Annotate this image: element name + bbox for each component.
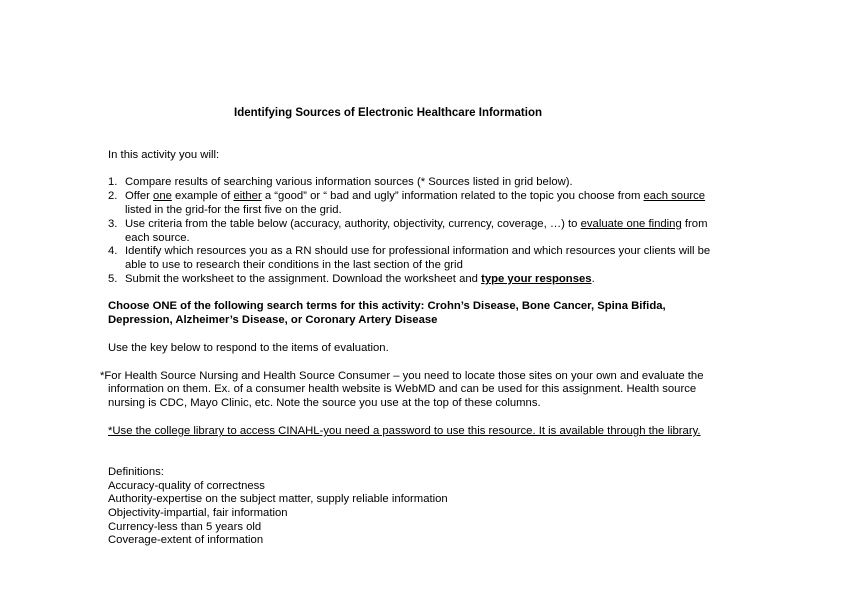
definition-item: Coverage-extent of information bbox=[108, 534, 264, 546]
step-text: example of bbox=[171, 190, 234, 202]
step-text: Use criteria from the table below (accuracy, authority, objectivity, currency, coverage, …) to bbox=[125, 218, 581, 230]
step-2 bbox=[108, 190, 705, 203]
step-number: 5. bbox=[108, 273, 118, 285]
health-source-line-3: nursing is CDC, Mayo Clinic, etc. Note the source you use at the top of these columns. bbox=[108, 397, 541, 409]
step-3 bbox=[108, 218, 707, 231]
step-text-underlined: one bbox=[153, 190, 172, 202]
search-terms-line-1: Choose ONE of the following search terms for this activity: Crohn’s Disease, Bone Cancer, Spina Bifida, bbox=[108, 300, 666, 312]
step-number: 2. bbox=[108, 190, 118, 202]
step-text-underlined: evaluate one finding bbox=[580, 218, 682, 230]
definition-item: Objectivity-impartial, fair information bbox=[108, 507, 288, 519]
search-terms-line-2: Depression, Alzheimer’s Disease, or Coronary Artery Disease bbox=[108, 314, 438, 326]
step-4 bbox=[108, 245, 710, 258]
step-5 bbox=[108, 273, 595, 286]
step-text-underlined: each source bbox=[643, 190, 706, 202]
step-text: Submit the worksheet to the assignment. Download the worksheet and bbox=[125, 273, 482, 285]
step-1 bbox=[108, 176, 573, 189]
step-text: Compare results of searching various information sources (* Sources listed in grid below). bbox=[125, 176, 573, 188]
step-text: a “good” or “ bad and ugly” information related to the topic you choose from bbox=[261, 190, 644, 202]
step-3-continuation: each source. bbox=[125, 232, 190, 244]
intro-text: In this activity you will: bbox=[108, 149, 220, 161]
step-text: Offer bbox=[125, 190, 154, 202]
step-text-bold-underlined: type your responses bbox=[481, 273, 592, 285]
step-text-underlined: either bbox=[233, 190, 262, 202]
definition-item: Currency-less than 5 years old bbox=[108, 521, 262, 533]
health-source-line-1: *For Health Source Nursing and Health Source Consumer – you need to locate those sites on your own and evaluate the bbox=[100, 370, 704, 382]
definitions-heading: Definitions: bbox=[108, 466, 164, 478]
definition-item: Authority-expertise on the subject matter, supply reliable information bbox=[108, 493, 448, 505]
step-4-continuation: able to use to research their conditions in the last section of the grid bbox=[125, 259, 463, 271]
step-number: 4. bbox=[108, 245, 118, 257]
step-number: 1. bbox=[108, 176, 118, 188]
health-source-line-2: information on them. Ex. of a consumer health website is WebMD and can be used for this assignment. Health source bbox=[108, 383, 697, 395]
step-2-continuation: listed in the grid-for the first five on the grid. bbox=[125, 204, 342, 216]
library-note: *Use the college library to access CINAHL-you need a password to use this resource. It is available through the library. bbox=[108, 425, 701, 437]
step-text: . bbox=[591, 273, 595, 285]
definition-item: Accuracy-quality of correctness bbox=[108, 480, 265, 492]
step-text: Identify which resources you as a RN should use for professional information and which resources your clients will be bbox=[125, 245, 711, 257]
key-note: Use the key below to respond to the items of evaluation. bbox=[108, 342, 389, 354]
page-title: Identifying Sources of Electronic Healthcare Information bbox=[234, 107, 543, 119]
step-number: 3. bbox=[108, 218, 118, 230]
step-text: from bbox=[681, 218, 708, 230]
